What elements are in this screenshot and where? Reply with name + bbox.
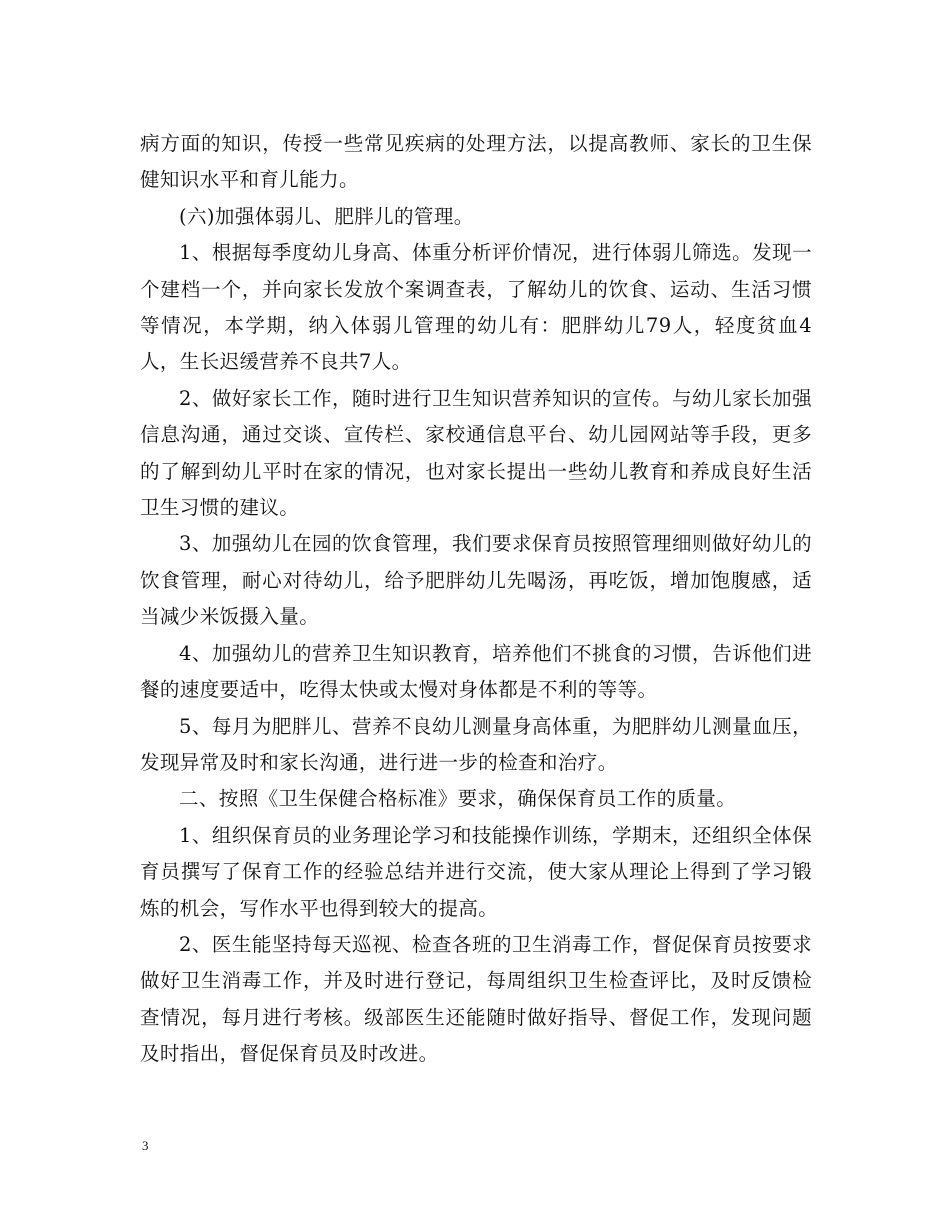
paragraph: 1、组织保育员的业务理论学习和技能操作训练，学期末，还组织全体保育员撰写了保育工作的经验总结并进行交流，使大家从理论上得到了学习锻炼的机会，写作水平也得到较大的提高。	[140, 823, 812, 920]
paragraph: 3、加强幼儿在园的饮食管理，我们要求保育员按照管理细则做好幼儿的饮食管理，耐心对待幼儿，给予肥胖幼儿先喝汤，再吃饭，增加饱腹感，适当减少米饭摄入量。	[140, 532, 812, 629]
document-body	[140, 126, 812, 1073]
paragraph: 病方面的知识，传授一些常见疾病的处理方法，以提高教师、家长的卫生保健知识水平和育儿能力。	[140, 132, 812, 192]
paragraph: 4、加强幼儿的营养卫生知识教育，培养他们不挑食的习惯，告诉他们进餐的速度要适中，吃得太快或太慢对身体都是不利的等等。	[140, 641, 812, 702]
section-heading: 二、按照《卫生保健合格标准》要求，确保保育员工作的质量。	[179, 787, 737, 811]
page-number: 3	[142, 1138, 149, 1153]
paragraph: 2、医生能坚持每天巡视、检查各班的卫生消毒工作，督促保育员按要求做好卫生消毒工作，并及时进行登记，每周组织卫生检查评比，及时反馈检查情况，每月进行考核。级部医生还能随时做好指导、督促工作，发现问题及时指出，督促保育员及时改进。	[140, 932, 812, 1066]
section-heading: (六)加强体弱儿、肥胖儿的管理。	[179, 204, 474, 228]
paragraph: 5、每月为肥胖儿、营养不良幼儿测量身高体重，为肥胖幼儿测量血压，发现异常及时和家长沟通，进行进一步的检查和治疗。	[140, 714, 812, 774]
paragraph: 2、做好家长工作，随时进行卫生知识营养知识的宣传。与幼儿家长加强信息沟通，通过交谈、宣传栏、家校通信息平台、幼儿园网站等手段，更多的了解到幼儿平时在家的情况，也对家长提出一些幼儿教育和养成良好生活卫生习惯的建议。	[140, 386, 812, 520]
paragraph: 1、根据每季度幼儿身高、体重分析评价情况，进行体弱儿筛选。发现一个建档一个，并向家长发放个案调查表，了解幼儿的饮食、运动、生活习惯等情况，本学期，纳入体弱儿管理的幼儿有：肥胖幼儿79人，轻度贫血4人，生长迟缓营养不良共7人。	[140, 241, 812, 374]
